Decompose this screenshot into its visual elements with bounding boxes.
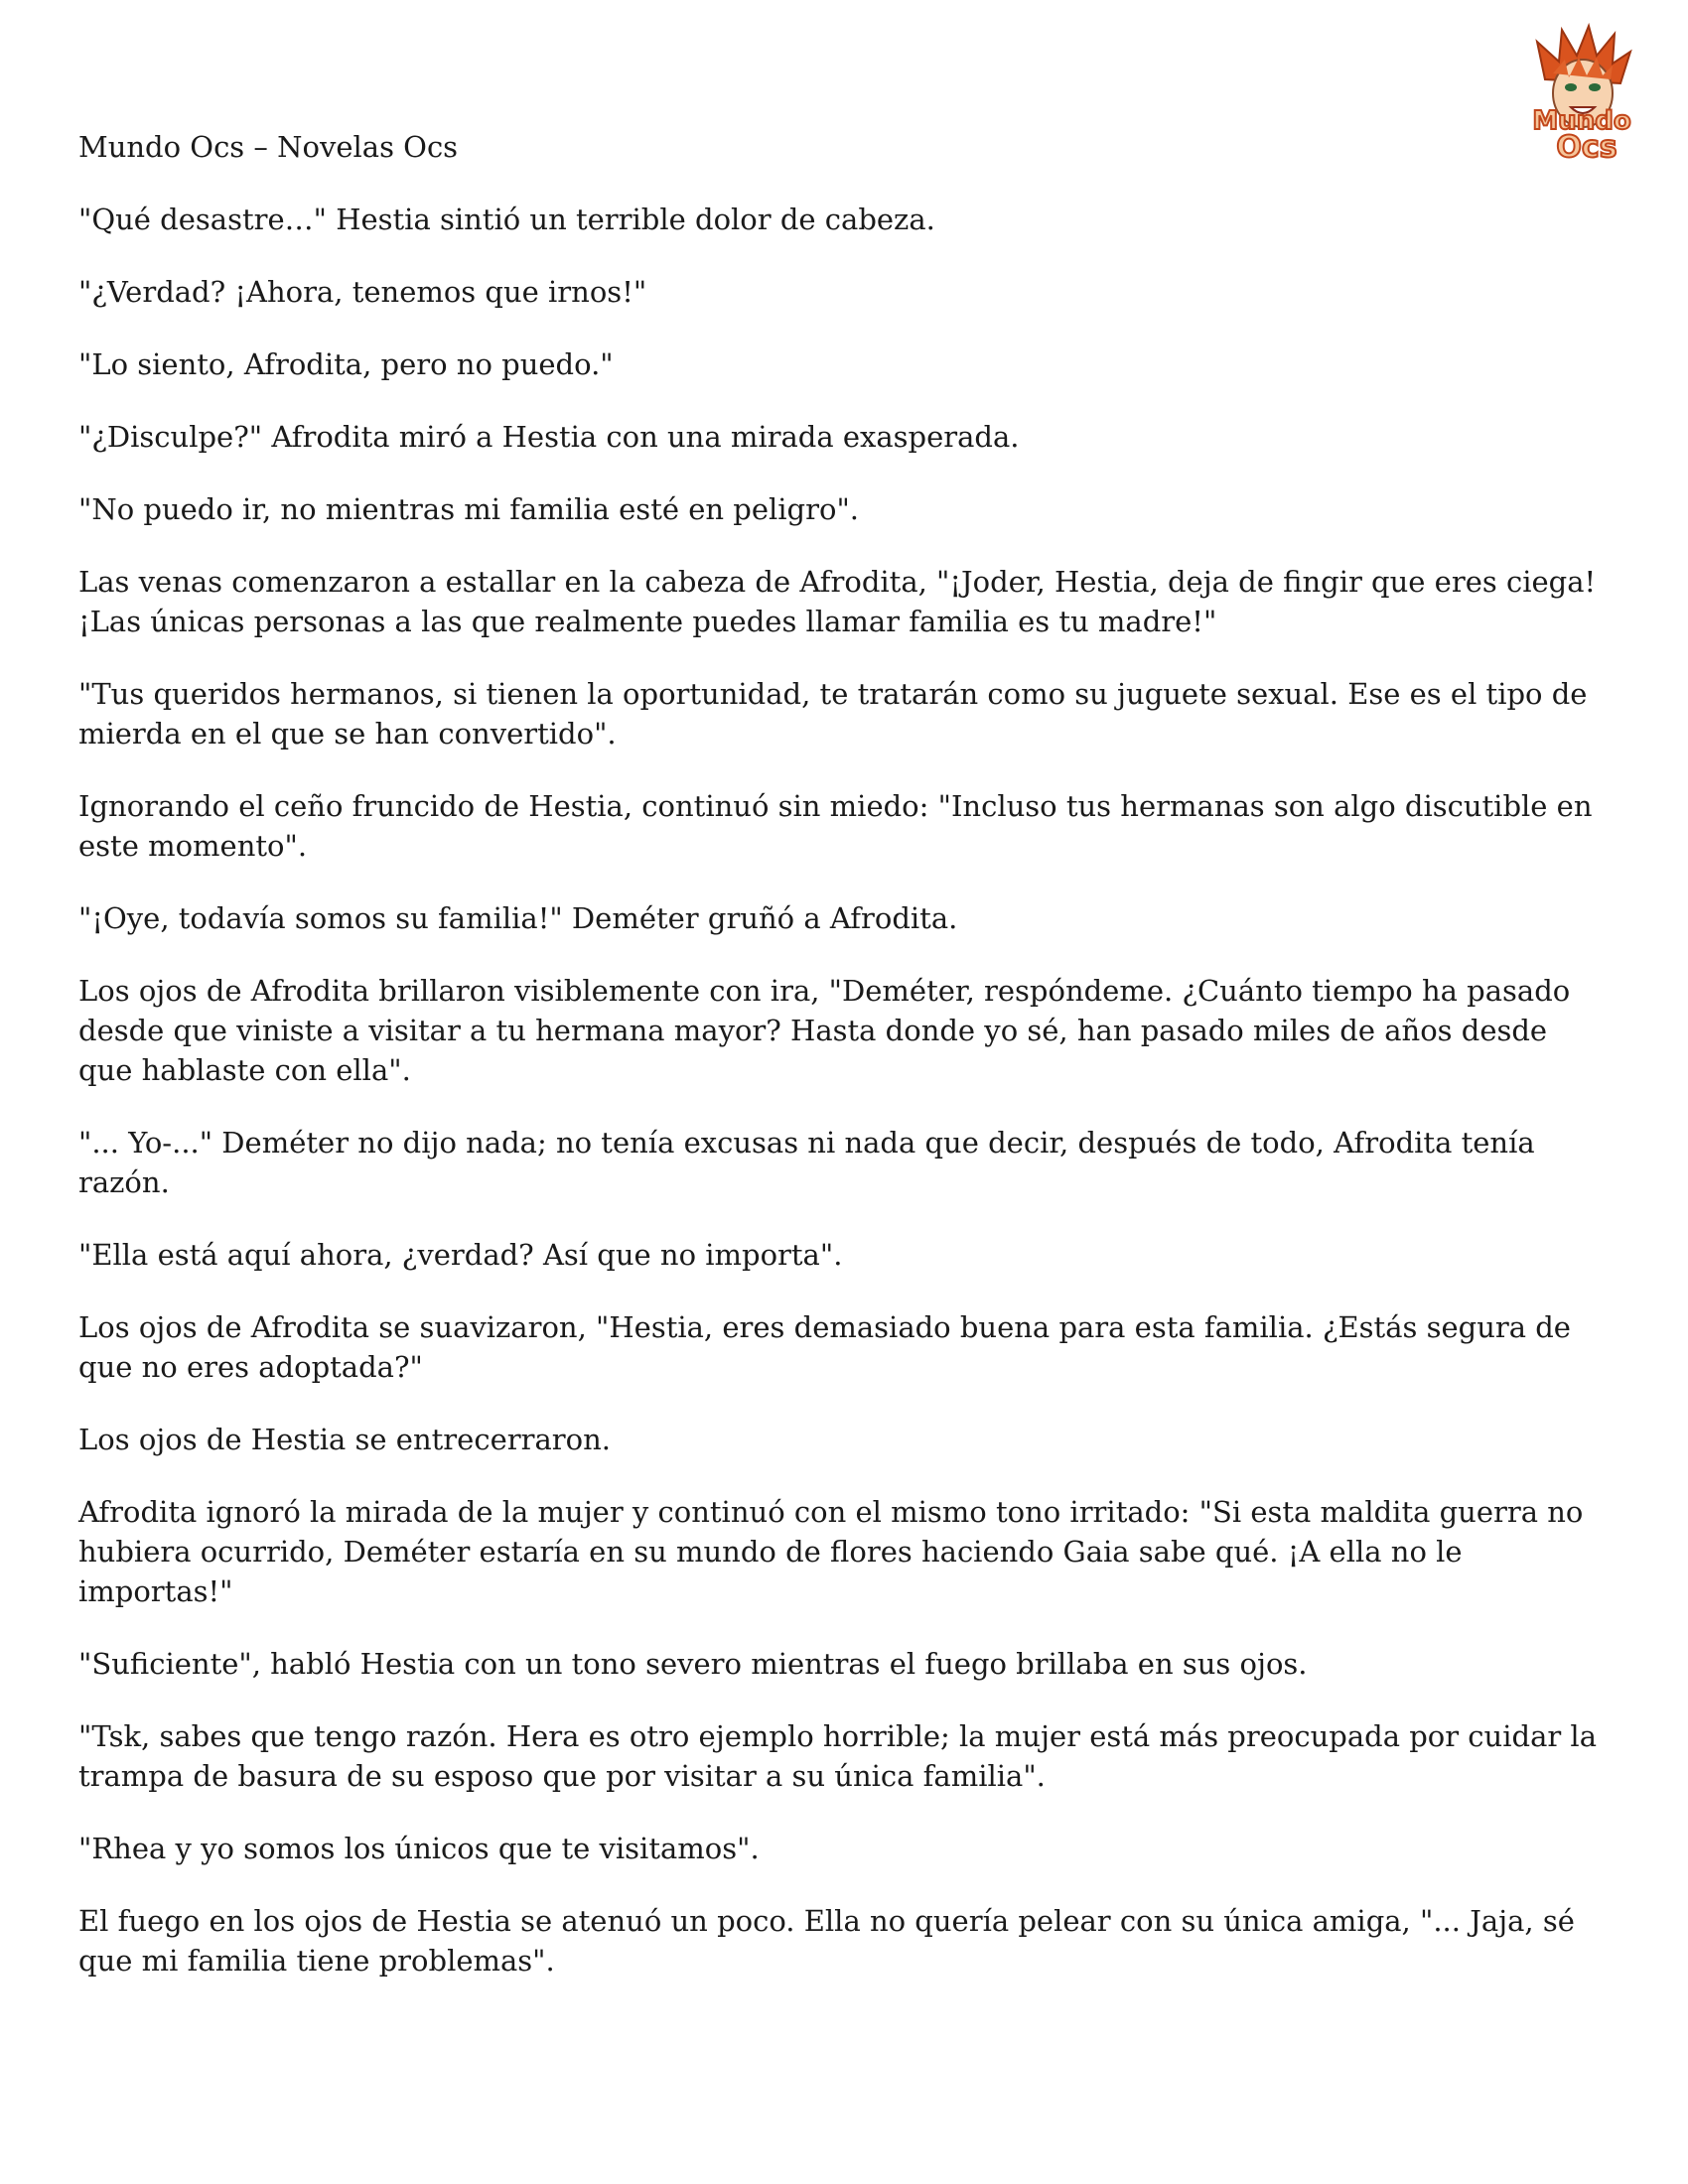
paragraph: Afrodita ignoró la mirada de la mujer y continuó con el mismo tono irritado: "Si esta maldita guerra no hubiera ocurrido, Deméter estaría en su mundo de flores haciendo Gaia sabe qué. ¡A ella no le importas!" [78, 1495, 1584, 1608]
paragraph: "... Yo-..." Deméter no dijo nada; no tenía excusas ni nada que decir, después de todo, Afrodita tenía razón. [78, 1126, 1535, 1199]
document-header: Mundo Ocs – Novelas Ocs [78, 130, 459, 164]
paragraph: "¿Disculpe?" Afrodita miró a Hestia con una mirada exasperada. [78, 420, 1020, 454]
logo-text-top: Mundo [1532, 106, 1631, 136]
paragraph: "Qué desastre…" Hestia sintió un terrible dolor de cabeza. [78, 203, 935, 236]
paragraph: "¡Oye, todavía somos su familia!" Deméter gruñó a Afrodita. [78, 901, 958, 935]
paragraph: El fuego en los ojos de Hestia se atenuó un poco. Ella no quería pelear con su única amiga, "... Jaja, sé que mi familia tiene problemas". [78, 1904, 1575, 1978]
paragraph: "Tsk, sabes que tengo razón. Hera es otro ejemplo horrible; la mujer está más preocupada por cuidar la trampa de basura de su esposo que por visitar a su única familia". [78, 1719, 1597, 1793]
paragraph: "Ella está aquí ahora, ¿verdad? Así que no importa". [78, 1238, 843, 1272]
paragraph: Los ojos de Afrodita brillaron visiblemente con ira, "Deméter, respóndeme. ¿Cuánto tiempo ha pasado desde que viniste a visitar a tu hermana mayor? Hasta donde yo sé, han pasado miles de años desde que hablaste con ella". [78, 974, 1571, 1087]
paragraph: "Lo siento, Afrodita, pero no puedo." [78, 347, 614, 381]
paragraph: Ignorando el ceño fruncido de Hestia, continuó sin miedo: "Incluso tus hermanas son algo discutible en este momento". [78, 789, 1593, 863]
logo-text-bottom: Ocs [1556, 130, 1618, 165]
paragraph: Los ojos de Afrodita se suavizaron, "Hestia, eres demasiado buena para esta familia. ¿Estás segura de que no eres adoptada?" [78, 1310, 1571, 1384]
paragraph: "Tus queridos hermanos, si tienen la oportunidad, te tratarán como su juguete sexual. Ese es el tipo de mierda en el que se han convertido". [78, 677, 1588, 751]
document-body [78, 127, 1608, 2013]
paragraph: "Suficiente", habló Hestia con un tono severo mientras el fuego brillaba en sus ojos. [78, 1647, 1308, 1681]
paragraph: "Rhea y yo somos los únicos que te visitamos". [78, 1832, 760, 1865]
paragraph: "¿Verdad? ¡Ahora, tenemos que irnos!" [78, 275, 647, 309]
paragraph: Los ojos de Hestia se entrecerraron. [78, 1423, 611, 1456]
paragraph: Las venas comenzaron a estallar en la cabeza de Afrodita, "¡Joder, Hestia, deja de fingir que eres ciega! ¡Las únicas personas a las que realmente puedes llamar familia es tu madre!" [78, 565, 1597, 638]
paragraph: "No puedo ir, no mientras mi familia esté en peligro". [78, 492, 860, 526]
